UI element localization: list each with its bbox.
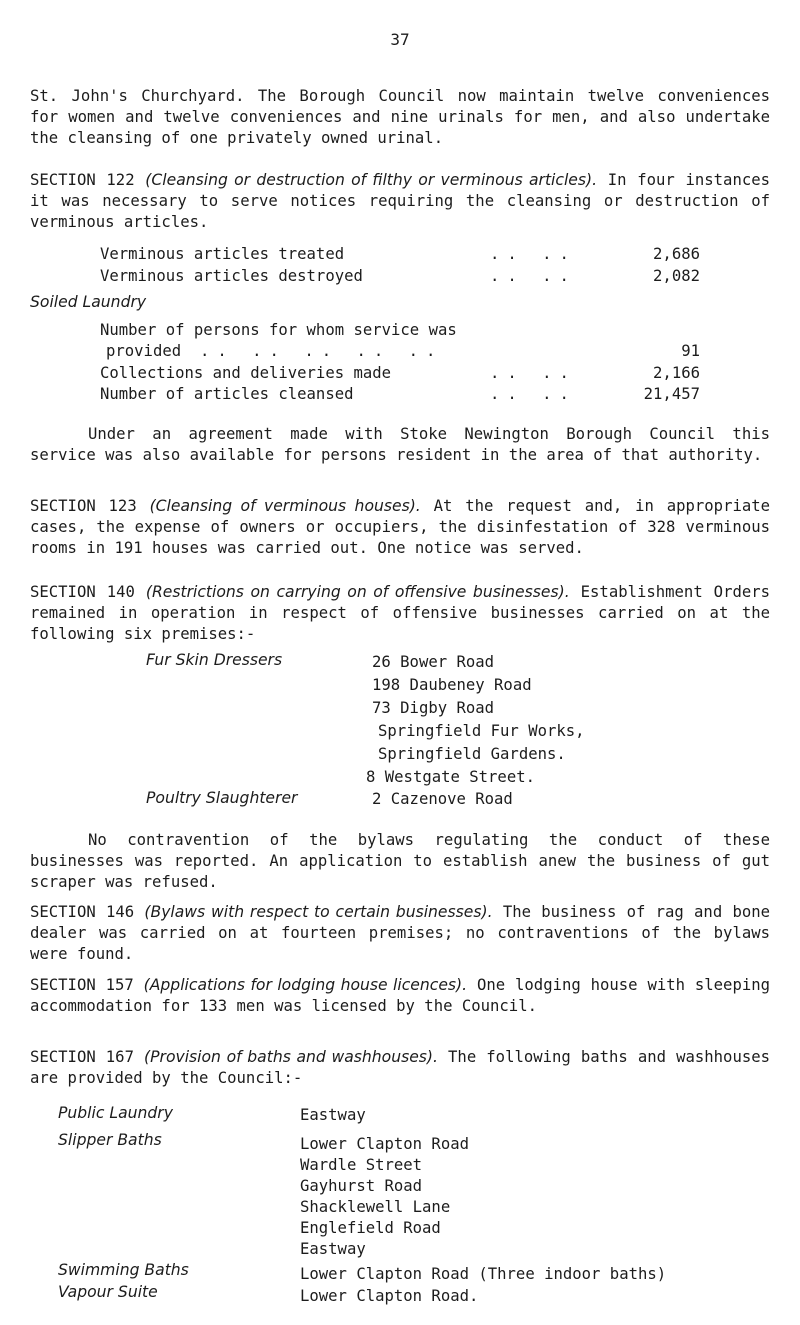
slipper-baths-address: Englefield Road (300, 1219, 441, 1237)
laundry-cleansed-value: 21,457 (643, 385, 700, 403)
public-laundry-label: Public Laundry (58, 1104, 173, 1122)
section-122-paragraph (30, 170, 770, 233)
section-157-paragraph (30, 975, 770, 1017)
swimming-baths-address: Lower Clapton Road (Three indoor baths) (300, 1265, 667, 1283)
laundry-persons-label-line1: Number of persons for whom service was (100, 321, 457, 339)
section-140-title: (Restrictions on carrying on of offensive businesses). (145, 583, 570, 601)
section-167-paragraph (30, 1047, 770, 1089)
section-146-title: (Bylaws with respect to certain businesses). (144, 903, 493, 921)
poultry-address: 2 Cazenove Road (372, 790, 513, 808)
fur-address: Springfield Fur Works, (378, 722, 585, 740)
slipper-baths-address: Lower Clapton Road (300, 1135, 469, 1153)
section-146-heading: SECTION 146 (30, 903, 135, 921)
section-140-heading: SECTION 140 (30, 583, 135, 601)
section-123-heading: SECTION 123 (30, 497, 137, 515)
leader-dots: .. .. (490, 245, 577, 263)
section-167-title: (Provision of baths and washhouses). (144, 1048, 438, 1066)
vapour-suite-label: Vapour Suite (58, 1283, 158, 1301)
public-laundry-address: Eastway (300, 1106, 366, 1124)
leader-dots: .. .. (490, 364, 577, 382)
section-122-text: In four instances it was necessary to serve notices requiring the cleansing or destruction of verminous articles. (30, 171, 770, 231)
section-157-title: (Applications for lodging house licences). (143, 976, 468, 994)
section-122-heading: SECTION 122 (30, 171, 135, 189)
fur-address: 8 Westgate Street. (366, 768, 535, 786)
swimming-baths-label: Swimming Baths (58, 1261, 189, 1279)
poultry-slaughterer-label: Poultry Slaughterer (146, 789, 298, 807)
fur-address: 198 Daubeney Road (372, 676, 532, 694)
slipper-baths-address: Gayhurst Road (300, 1177, 423, 1195)
fur-address: 26 Bower Road (372, 653, 495, 671)
section-167-text: The following baths and washhouses are provided by the Council:- (30, 1048, 770, 1087)
soiled-laundry-heading: Soiled Laundry (30, 293, 147, 311)
laundry-persons-label-line2: provided (106, 342, 182, 360)
section-157-heading: SECTION 157 (30, 976, 134, 994)
section-140-paragraph (30, 582, 770, 645)
intro-paragraph: St. John's Churchyard. The Borough Council now maintain twelve conveniences for women and twelve conveniences and nine urinals for men, and also undertake the cleansing of one privately owned urinal. (30, 87, 770, 147)
vapour-suite-address: Lower Clapton Road. (300, 1287, 479, 1305)
laundry-persons-value: 91 (681, 342, 700, 360)
laundry-note: Under an agreement made with Stoke Newington Borough Council this service was also available for persons resident in the area of that authority. (30, 425, 770, 464)
fur-skin-dressers-label: Fur Skin Dressers (146, 651, 283, 669)
slipper-baths-address: Eastway (300, 1240, 366, 1258)
verminous-treated-value: 2,686 (653, 245, 700, 263)
leader-dots: .. .. (490, 385, 577, 403)
verminous-destroyed-label: Verminous articles destroyed (100, 267, 363, 285)
verminous-treated-label: Verminous articles treated (100, 245, 345, 263)
slipper-baths-address: Shacklewell Lane (300, 1198, 451, 1216)
slipper-baths-label: Slipper Baths (58, 1131, 162, 1149)
fur-address: 73 Digby Road (372, 699, 495, 717)
page-number: 37 (390, 30, 410, 49)
section-146-paragraph (30, 902, 770, 965)
section-123-title: (Cleansing of verminous houses). (149, 497, 421, 515)
section-146-text: The business of rag and bone dealer was carried on at fourteen premises; no contraventions of the bylaws were found. (30, 903, 771, 963)
section-157-text: One lodging house with sleeping accommodation for 133 men was licensed by the Council. (30, 976, 770, 1015)
slipper-baths-address: Wardle Street (300, 1156, 423, 1174)
fur-address: Springfield Gardens. (378, 745, 566, 763)
section-140-note: No contravention of the bylaws regulating the conduct of these businesses was reported. An application to establish anew the business of gut scraper was refused. (30, 831, 770, 891)
section-122-title: (Cleansing or destruction of filthy or verminous articles). (145, 171, 598, 189)
laundry-cleansed-label: Number of articles cleansed (100, 385, 354, 403)
section-167-heading: SECTION 167 (30, 1048, 134, 1066)
leader-dots: .. .. .. .. .. (200, 342, 444, 360)
section-123-text: At the request and, in appropriate cases, the expense of owners or occupiers, the disinfestation of 328 verminous rooms in 191 houses was carried out. One notice was served. (30, 497, 771, 557)
leader-dots: .. .. (490, 267, 577, 285)
laundry-collections-label: Collections and deliveries made (100, 364, 392, 382)
verminous-destroyed-value: 2,082 (653, 267, 700, 285)
section-140-text: Establishment Orders remained in operation in respect of offensive businesses carried on at the following six premises:- (30, 583, 771, 643)
section-123-paragraph (30, 496, 770, 559)
laundry-collections-value: 2,166 (653, 364, 700, 382)
